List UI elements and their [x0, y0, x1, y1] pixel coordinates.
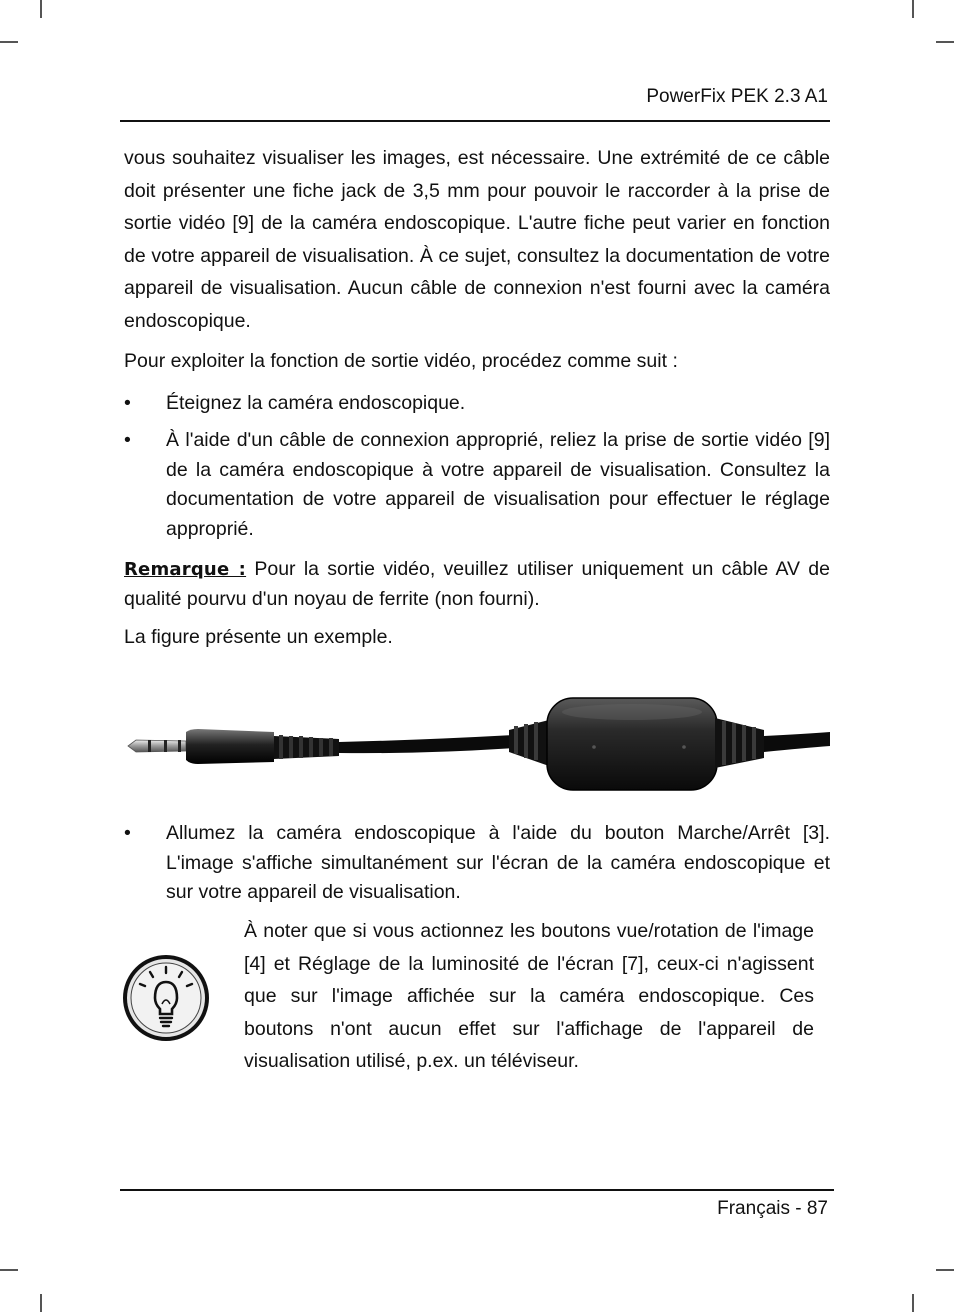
bullet-dot: • [124, 822, 131, 844]
av-cable-figure [124, 690, 830, 800]
page-footer: Français - 87 [717, 1198, 828, 1219]
crop-mark [0, 1269, 18, 1271]
crop-mark [936, 1269, 954, 1271]
plug-ring [148, 740, 151, 752]
crop-mark [0, 41, 18, 43]
tip-text: À noter que si vous actionnez les boutons vue/rotation de l'image [4] et Réglage de la luminosité de l'écran [7], ceux-ci n'agissent que sur l'image affichée sur la caméra endoscopique. Ces boutons n'ont aucun effet sur l'affichage de l'appareil de visualisation utilisé, p.ex. un téléviseur. [244, 920, 814, 1072]
crop-mark [912, 0, 914, 18]
crop-mark [40, 1294, 42, 1312]
crop-mark [936, 41, 954, 43]
remark-label: Remarque : [124, 559, 247, 580]
figure-caption: La figure présente un exemple. [124, 626, 393, 648]
remark-paragraph [124, 555, 830, 614]
bullet-dot: • [124, 429, 131, 451]
bullet-dot: • [124, 392, 131, 414]
jack-plug-tip [128, 740, 186, 752]
jack-housing [186, 729, 274, 764]
intro-paragraph: vous souhaitez visualiser les images, est nécessaire. Une extrémité de ce câble doit présenter une fiche jack de 3,5 mm pour pouvoir le raccorder à la prise de sortie vidéo [9] de la caméra endoscopique. L'autre fiche peut varier en fonction de votre appareil de visualisation. À ce sujet, consultez la documentation de votre appareil de visualisation. Aucun câble de connexion n'est fourni avec la caméra endoscopique. [124, 147, 830, 332]
crop-mark [40, 0, 42, 18]
list-item-text: À l'aide d'un câble de connexion approprié, reliez la prise de sortie vidéo [9] de la caméra endoscopique à votre appareil de visualisation. Consultez la documentation de votre appareil de visualisation pour effectuer le réglage approprié. [166, 429, 830, 540]
lightbulb-icon [122, 954, 210, 1042]
list-item [124, 819, 830, 908]
crop-mark [912, 1294, 914, 1312]
list-item-text: Éteignez la caméra endoscopique. [166, 392, 466, 414]
running-header: PowerFix PEK 2.3 A1 [646, 86, 828, 107]
footer-rule [120, 1189, 834, 1191]
plug-ring [164, 740, 167, 752]
remark-text: Pour la sortie vidéo, veuillez utiliser uniquement un câble AV de qualité pourvu d'un noyau de ferrite (non fourni). [124, 558, 830, 610]
header-rule [120, 120, 830, 122]
cable-right [764, 732, 830, 752]
list-item-text: Allumez la caméra endoscopique à l'aide du bouton Marche/Arrêt [3]. L'image s'affiche simultanément sur l'écran de la caméra endoscopique et sur votre appareil de visualisation. [166, 822, 830, 903]
procedure-intro: Pour exploiter la fonction de sortie vidéo, procédez comme suit : [124, 350, 678, 372]
list-item [124, 389, 830, 419]
cable-left [339, 735, 514, 753]
plug-ring [178, 740, 181, 752]
list-item [124, 426, 830, 544]
